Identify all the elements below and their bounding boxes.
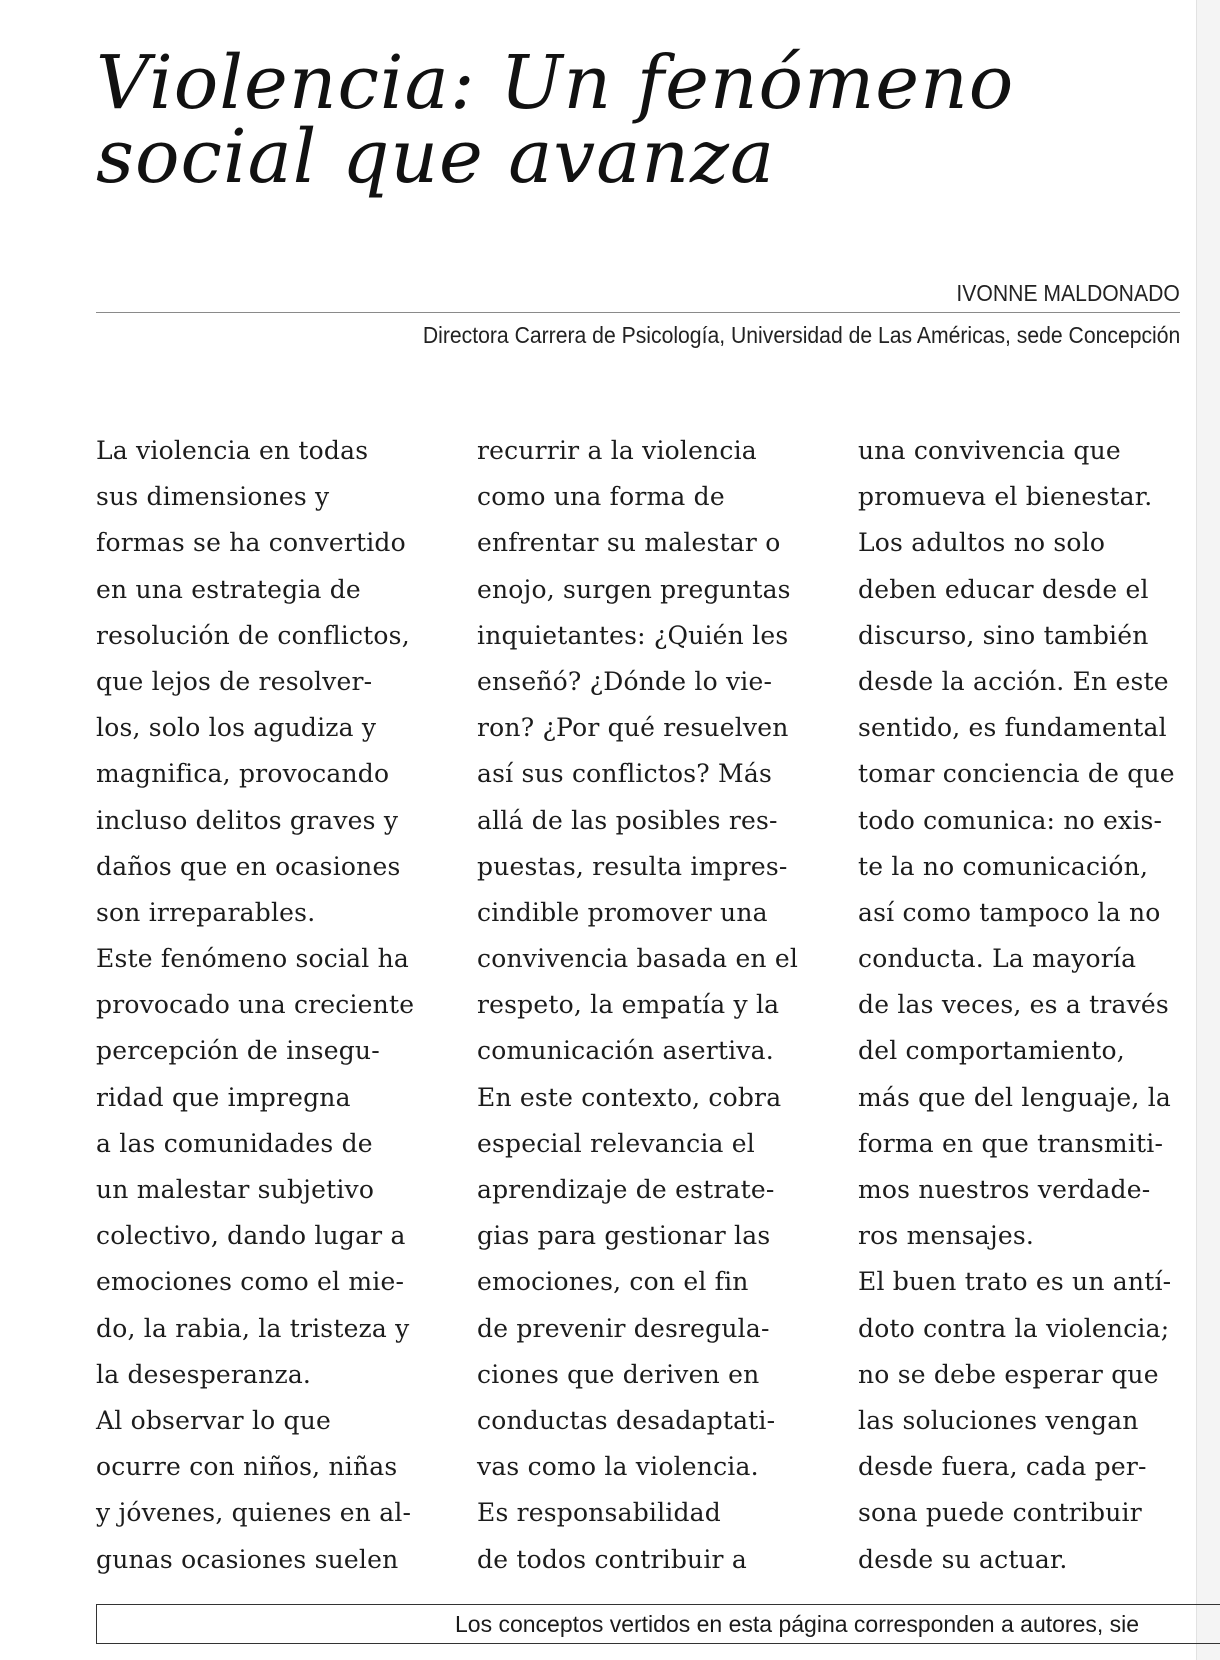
text-line: desde su actuar. (858, 1544, 1068, 1574)
text-line: respeto, la empatía y la (477, 990, 780, 1020)
text-line: Al observar lo que (96, 1405, 332, 1435)
text-line: vas como la violencia. (477, 1452, 759, 1482)
text-line: emociones como el mie- (96, 1267, 405, 1297)
text-line: ron? ¿Por qué resuelven (477, 713, 789, 743)
text-line: magnifica, provocando (96, 759, 390, 789)
text-line: desde fuera, cada per- (858, 1452, 1147, 1482)
text-line: formas se ha convertido (96, 528, 406, 558)
text-line: los, solo los agudiza y (96, 713, 377, 743)
text-line: que lejos de resolver- (96, 666, 373, 696)
text-line: te la no comunicación, (858, 851, 1149, 881)
text-line: conducta. La mayoría (858, 944, 1137, 974)
text-line: ros mensajes. (858, 1221, 1035, 1251)
author-name: IVONNE MALDONADO (956, 280, 1180, 306)
text-line: de las veces, es a través (858, 990, 1169, 1020)
author-affiliation: Directora Carrera de Psicología, Universidad de Las Américas, sede Concepción (422, 322, 1180, 348)
text-line: ridad que impregna (96, 1082, 351, 1112)
text-line: tomar conciencia de que (858, 759, 1175, 789)
text-line: de prevenir desregula- (477, 1313, 770, 1343)
text-line: daños que en ocasiones (96, 851, 401, 881)
text-line: así como tampoco la no (858, 897, 1161, 927)
text-line: más que del lenguaje, la (858, 1082, 1172, 1112)
text-line: cindible promover una (477, 897, 768, 927)
text-line: gias para gestionar las (477, 1221, 771, 1251)
text-line: desde la acción. En este (858, 666, 1169, 696)
text-line: sona puede contribuir (858, 1498, 1142, 1528)
text-line: forma en que transmiti- (858, 1128, 1164, 1158)
text-line: de todos contribuir a (477, 1544, 747, 1574)
text-line: doto contra la violencia; (858, 1313, 1170, 1343)
text-line: Los adultos no solo (858, 528, 1106, 558)
text-line: emociones, con el fin (477, 1267, 749, 1297)
text-line: todo comunica: no exis- (858, 805, 1163, 835)
text-line: la desesperanza. (96, 1359, 312, 1389)
text-line: especial relevancia el (477, 1128, 755, 1158)
text-line: El buen trato es un antí- (858, 1267, 1172, 1297)
text-line: una convivencia que (858, 436, 1121, 465)
text-line: En este contexto, cobra (477, 1082, 782, 1112)
text-line: Este fenómeno social ha (96, 944, 409, 974)
text-line: sentido, es fundamental (858, 713, 1167, 743)
text-line: incluso delitos graves y (96, 805, 399, 835)
author-divider (96, 312, 1180, 313)
text-line: así sus conflictos? Más (477, 759, 772, 789)
article-title (96, 40, 1156, 200)
text-line: y jóvenes, quienes en al- (96, 1498, 412, 1528)
text-line: del comportamiento, (858, 1036, 1125, 1066)
text-line: comunicación asertiva. (477, 1036, 774, 1066)
text-line: las soluciones vengan (858, 1405, 1139, 1435)
text-line: convivencia basada en el (477, 944, 799, 974)
disclaimer-text: Los conceptos vertidos en esta página corresponden a autores, sie (455, 1611, 1140, 1637)
article-title-line: social que avanza (96, 114, 776, 200)
article-column-2 (477, 428, 798, 1583)
text-line: La violencia en todas (96, 436, 369, 465)
text-line: resolución de conflictos, (96, 620, 410, 650)
text-line: colectivo, dando lugar a (96, 1221, 406, 1251)
text-line: son irreparables. (96, 897, 316, 927)
text-line: deben educar desde el (858, 574, 1149, 604)
text-line: discurso, sino también (858, 620, 1149, 650)
text-line: como una forma de (477, 482, 725, 512)
text-line: aprendizaje de estrate- (477, 1175, 775, 1204)
text-line: enojo, surgen preguntas (477, 574, 791, 604)
article-title-line: Violencia: Un fenómeno (96, 40, 1015, 126)
text-line: en una estrategia de (96, 574, 361, 604)
text-line: enseñó? ¿Dónde lo vie- (477, 666, 773, 696)
disclaimer-box (96, 1604, 1220, 1644)
text-line: enfrentar su malestar o (477, 528, 781, 558)
adjacent-page-edge (1196, 0, 1220, 1660)
text-line: sus dimensiones y (96, 482, 330, 512)
text-line: conductas desadaptati- (477, 1405, 776, 1435)
text-line: do, la rabia, la tristeza y (96, 1313, 410, 1343)
text-line: ciones que deriven en (477, 1359, 760, 1389)
text-line: a las comunidades de (96, 1128, 373, 1158)
text-line: mos nuestros verdade- (858, 1175, 1151, 1204)
text-line: Es responsabilidad (477, 1498, 721, 1528)
text-line: puestas, resulta impres- (477, 851, 788, 881)
text-line: no se debe esperar que (858, 1359, 1159, 1389)
text-line: recurrir a la violencia (477, 436, 757, 465)
text-line: percepción de insegu- (96, 1036, 380, 1066)
text-line: ocurre con niños, niñas (96, 1452, 398, 1482)
article-column-3 (858, 428, 1175, 1583)
text-line: allá de las posibles res- (477, 805, 778, 835)
article-column-1 (96, 428, 414, 1583)
text-line: inquietantes: ¿Quién les (477, 620, 789, 650)
text-line: provocado una creciente (96, 990, 415, 1020)
text-line: un malestar subjetivo (96, 1175, 375, 1204)
text-line: promueva el bienestar. (858, 482, 1153, 512)
text-line: gunas ocasiones suelen (96, 1544, 399, 1574)
